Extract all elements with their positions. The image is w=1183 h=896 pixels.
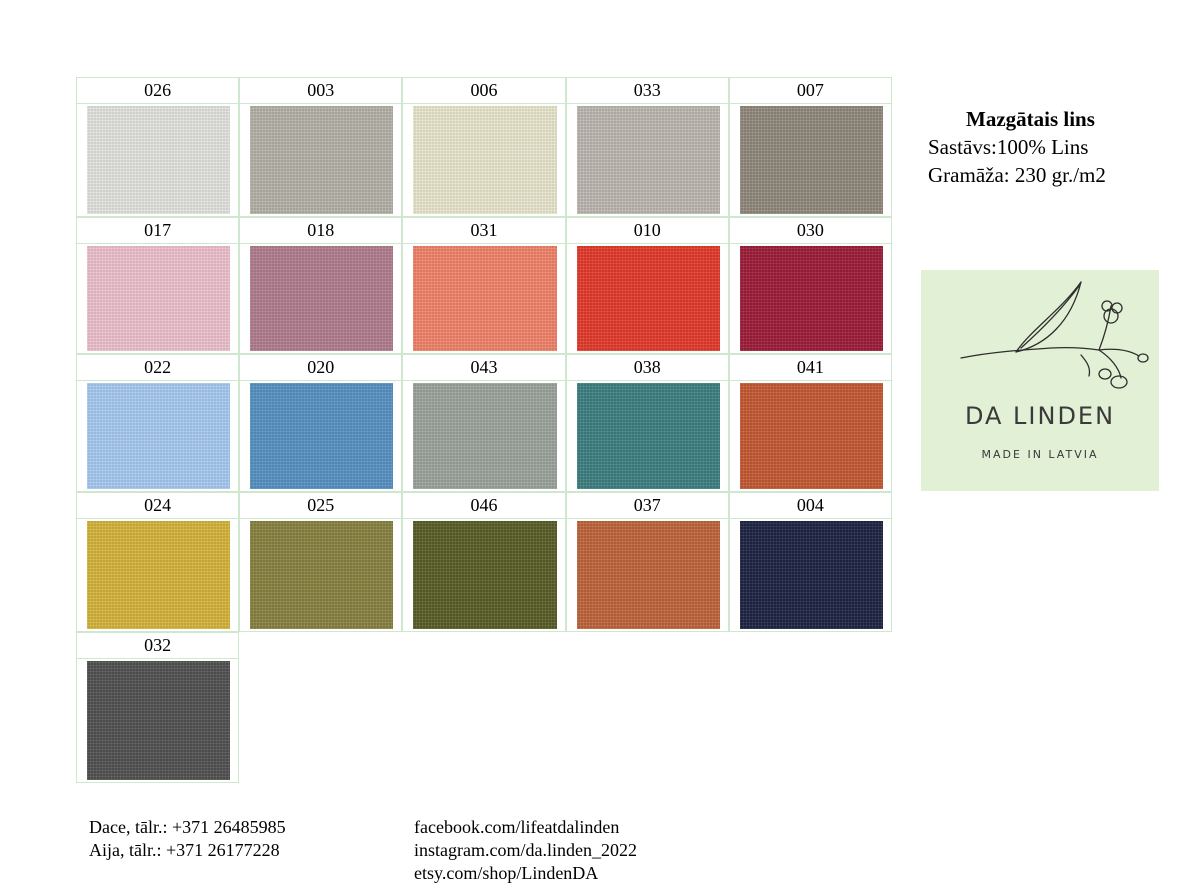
swatch-025 [239, 492, 402, 632]
brand-name: DA LINDEN [964, 402, 1116, 430]
contact-aija: Aija, tālr.: +371 26177228 [89, 840, 280, 860]
swatch-032 [76, 632, 239, 783]
fabric-sample [413, 383, 556, 489]
swatch-046 [402, 492, 565, 632]
contact-dace: Dace, tālr.: +371 26485985 [89, 817, 286, 837]
swatch-026 [76, 77, 239, 217]
swatch-code: 020 [240, 355, 401, 381]
swatch-code: 017 [77, 218, 238, 244]
swatch-037 [566, 492, 729, 632]
swatch-code: 024 [77, 493, 238, 519]
swatch-030 [729, 217, 892, 354]
swatch-code: 010 [567, 218, 728, 244]
facebook-link[interactable]: facebook.com/lifeatdalinden [414, 817, 620, 837]
swatch-code: 033 [567, 78, 728, 104]
fabric-sample [250, 521, 393, 629]
product-weight: Gramāža: 230 gr./m2 [928, 163, 1106, 187]
swatch-003 [239, 77, 402, 217]
fabric-sample [740, 106, 883, 214]
etsy-link[interactable]: etsy.com/shop/LindenDA [414, 863, 599, 883]
swatch-018 [239, 217, 402, 354]
swatch-code: 030 [730, 218, 891, 244]
swatch-code: 041 [730, 355, 891, 381]
swatch-code: 004 [730, 493, 891, 519]
swatch-020 [239, 354, 402, 492]
swatch-code: 022 [77, 355, 238, 381]
swatch-code: 026 [77, 78, 238, 104]
swatch-code: 006 [403, 78, 564, 104]
swatch-006 [402, 77, 565, 217]
swatch-code: 046 [403, 493, 564, 519]
fabric-sample [87, 383, 230, 489]
swatch-007 [729, 77, 892, 217]
contacts [89, 816, 286, 862]
swatch-010 [566, 217, 729, 354]
swatch-031 [402, 217, 565, 354]
instagram-link[interactable]: instagram.com/da.linden_2022 [414, 840, 637, 860]
swatch-code: 025 [240, 493, 401, 519]
swatch-043 [402, 354, 565, 492]
fabric-sample [577, 106, 720, 214]
fabric-sample [740, 521, 883, 629]
fabric-sample [577, 521, 720, 629]
swatch-004 [729, 492, 892, 632]
fabric-sample [577, 246, 720, 351]
swatch-024 [76, 492, 239, 632]
swatch-022 [76, 354, 239, 492]
swatch-code: 043 [403, 355, 564, 381]
swatch-033 [566, 77, 729, 217]
fabric-sample [413, 521, 556, 629]
swatch-code: 032 [77, 633, 238, 659]
fabric-sample [87, 246, 230, 351]
product-composition: Sastāvs:100% Lins [928, 135, 1089, 159]
product-info [928, 105, 1106, 189]
swatch-code: 007 [730, 78, 891, 104]
fabric-sample [87, 106, 230, 214]
swatch-041 [729, 354, 892, 492]
swatch-code: 018 [240, 218, 401, 244]
fabric-sample [740, 246, 883, 351]
fabric-sample [87, 661, 230, 780]
swatch-code: 031 [403, 218, 564, 244]
fabric-sample [87, 521, 230, 629]
brand-tagline: MADE IN LATVIA [981, 448, 1099, 461]
fabric-sample [413, 246, 556, 351]
product-title: Mazgātais lins [966, 107, 1095, 131]
swatch-017 [76, 217, 239, 354]
fabric-sample [250, 383, 393, 489]
brand-logo [921, 270, 1159, 491]
swatch-code: 003 [240, 78, 401, 104]
social-links [414, 816, 637, 885]
swatch-code: 037 [567, 493, 728, 519]
swatch-038 [566, 354, 729, 492]
fabric-sample [413, 106, 556, 214]
fabric-sample [250, 106, 393, 214]
fabric-sample [740, 383, 883, 489]
swatch-grid [76, 77, 892, 783]
swatch-code: 038 [567, 355, 728, 381]
fabric-sample [577, 383, 720, 489]
fabric-sample [250, 246, 393, 351]
